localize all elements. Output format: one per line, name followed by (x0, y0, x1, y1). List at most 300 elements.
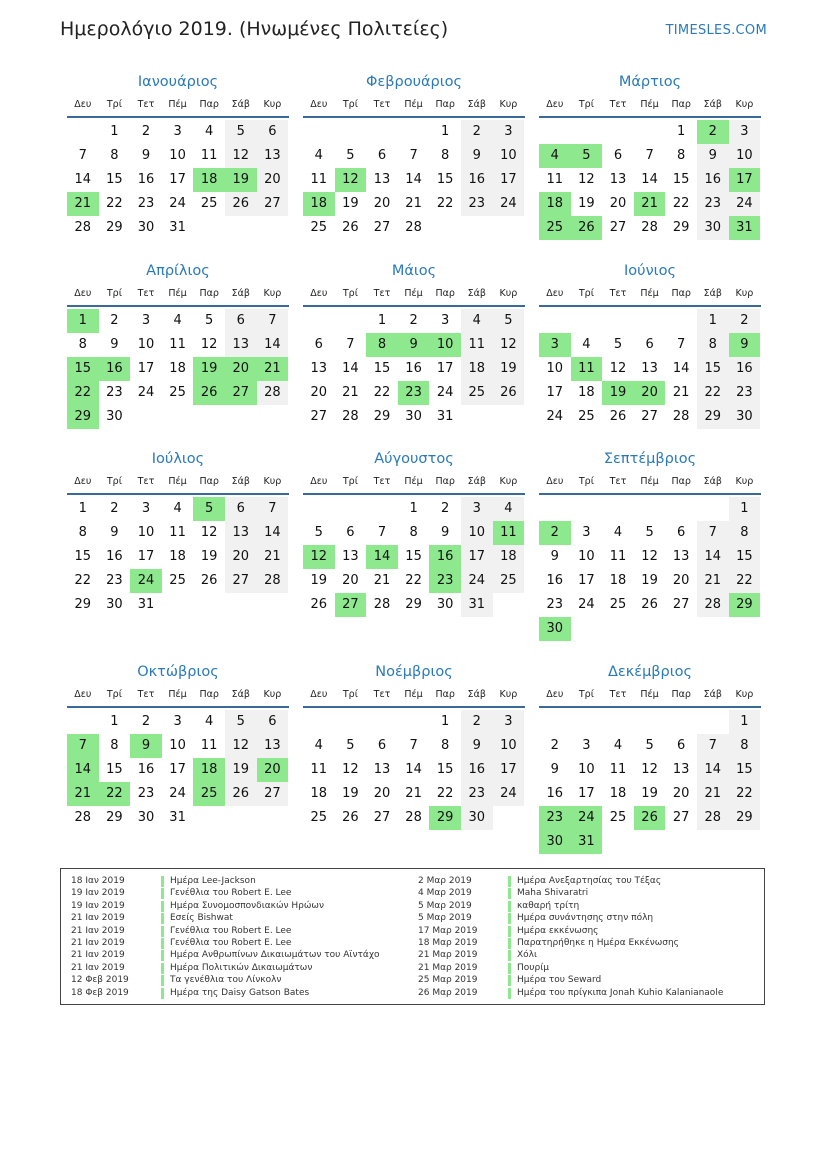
weekday-label: Τρί (342, 288, 358, 299)
day-cell: 12 (335, 168, 367, 192)
day-cell: 10 (578, 549, 595, 564)
month-calendar (539, 261, 761, 429)
weekday-label: Τρί (342, 689, 358, 700)
month-calendar (539, 662, 761, 854)
day-cell: 15 (67, 357, 99, 381)
day-cell: 21 (405, 196, 422, 211)
day-cell: 14 (672, 361, 690, 376)
empty-cell (398, 710, 430, 734)
day-cell: 22 (373, 385, 391, 400)
legend-entry (71, 900, 380, 912)
day-cell: 23 (106, 385, 123, 400)
day-cell: 11 (169, 337, 186, 352)
weekday-header (303, 94, 525, 118)
day-cell: 13 (257, 734, 289, 758)
day-cell: 3 (582, 525, 591, 540)
day-grid (303, 120, 525, 240)
day-cell: 14 (257, 333, 289, 357)
day-cell: 2 (141, 124, 151, 139)
legend-entry (418, 925, 723, 937)
day-cell: 1 (697, 309, 729, 333)
day-cell: 17 (169, 172, 186, 187)
day-cell: 19 (641, 786, 658, 801)
day-cell: 13 (609, 172, 627, 187)
day-cell: 4 (613, 738, 623, 753)
weekday-header (67, 471, 289, 495)
day-cell: 25 (493, 569, 525, 593)
day-cell: 24 (436, 385, 454, 400)
day-cell: 1 (67, 309, 99, 333)
empty-cell (634, 710, 666, 734)
legend-entry (418, 887, 723, 899)
day-cell: 4 (205, 124, 214, 139)
day-cell: 13 (225, 333, 257, 357)
day-cell: 18 (493, 545, 525, 569)
day-grid (67, 120, 289, 240)
day-cell: 22 (405, 573, 422, 588)
weekday-label: Τρί (106, 99, 122, 110)
weekday-label: Δευ (74, 288, 92, 299)
day-cell: 4 (314, 148, 323, 163)
day-cell: 25 (461, 381, 493, 405)
day-cell: 11 (546, 172, 564, 187)
day-cell: 16 (429, 545, 461, 569)
day-cell: 22 (74, 573, 92, 588)
day-cell: 25 (609, 597, 627, 612)
day-cell: 23 (729, 381, 761, 405)
day-cell: 24 (169, 196, 186, 211)
weekday-label: Σάβ (231, 689, 250, 700)
month-calendar (303, 662, 525, 830)
weekday-label: Πέμ (404, 99, 423, 110)
day-cell: 6 (346, 525, 355, 540)
holiday-name: καθαρή τρίτη (517, 900, 580, 911)
day-cell: 5 (346, 148, 355, 163)
day-cell: 5 (645, 738, 654, 753)
day-cell: 10 (546, 361, 564, 376)
weekday-label: Παρ (199, 689, 219, 700)
day-cell: 30 (106, 409, 123, 424)
day-cell: 3 (493, 120, 525, 144)
holiday-date: 19 Ιαν 2019 (71, 888, 125, 899)
weekday-label: Σάβ (231, 288, 250, 299)
day-cell: 20 (225, 357, 257, 381)
day-cell: 16 (546, 786, 564, 801)
day-cell: 3 (493, 710, 525, 734)
day-cell: 7 (697, 734, 729, 758)
day-cell: 3 (173, 124, 182, 139)
day-cell: 17 (169, 762, 186, 777)
holiday-date: 25 Μαρ 2019 (418, 975, 478, 986)
month-calendar (67, 261, 289, 429)
day-cell: 3 (461, 497, 493, 521)
weekday-label: Κυρ (735, 288, 754, 299)
day-cell: 13 (225, 521, 257, 545)
empty-cell (571, 710, 603, 734)
day-cell: 10 (169, 148, 186, 163)
day-cell: 22 (697, 381, 729, 405)
day-cell: 10 (578, 762, 595, 777)
day-cell: 10 (169, 738, 186, 753)
day-cell: 9 (130, 734, 162, 758)
day-cell: 13 (373, 762, 391, 777)
day-cell: 24 (169, 786, 186, 801)
day-grid (67, 309, 289, 429)
day-cell: 28 (641, 220, 658, 235)
holiday-date: 17 Μαρ 2019 (418, 925, 478, 936)
day-cell: 22 (436, 786, 454, 801)
day-cell: 10 (493, 734, 525, 758)
day-grid (539, 710, 761, 854)
weekday-label: Παρ (671, 99, 691, 110)
weekday-label: Σάβ (467, 689, 486, 700)
holiday-marker (161, 876, 164, 887)
day-cell: 20 (373, 786, 391, 801)
day-cell: 31 (729, 216, 761, 240)
legend-entry (71, 987, 380, 999)
day-cell: 12 (641, 549, 658, 564)
holiday-name: Ημέρα του Seward (517, 975, 602, 986)
month-calendar (67, 449, 289, 617)
day-cell: 28 (342, 409, 359, 424)
day-cell: 8 (697, 333, 729, 357)
day-cell: 8 (78, 337, 87, 352)
weekday-label: Πέμ (640, 99, 659, 110)
weekday-label: Κυρ (735, 99, 754, 110)
day-cell: 7 (645, 148, 654, 163)
day-grid (67, 497, 289, 617)
empty-cell (539, 497, 571, 521)
day-cell: 8 (110, 148, 119, 163)
day-cell: 9 (550, 549, 559, 564)
day-cell: 26 (634, 806, 666, 830)
weekday-label: Τρί (106, 288, 122, 299)
day-cell: 27 (225, 569, 257, 593)
day-cell: 8 (441, 148, 450, 163)
day-grid (539, 120, 761, 240)
day-cell: 25 (578, 409, 595, 424)
day-cell: 23 (546, 597, 564, 612)
weekday-label: Τετ (373, 99, 391, 110)
empty-cell (665, 710, 697, 734)
day-cell: 28 (405, 810, 422, 825)
day-cell: 23 (461, 782, 493, 806)
legend-entry (418, 912, 723, 924)
day-cell: 2 (441, 501, 450, 516)
weekday-label: Σάβ (703, 99, 722, 110)
day-cell: 6 (677, 525, 686, 540)
day-cell: 23 (137, 786, 155, 801)
holiday-date: 21 Ιαν 2019 (71, 925, 125, 936)
holiday-date: 12 Φεβ 2019 (71, 975, 129, 986)
day-cell: 9 (141, 148, 151, 163)
day-cell: 27 (257, 782, 289, 806)
legend-entry (71, 912, 380, 924)
day-cell: 23 (429, 569, 461, 593)
holiday-name: Πουρίμ (517, 962, 549, 973)
weekday-label: Τετ (609, 288, 627, 299)
day-cell: 23 (106, 573, 123, 588)
day-cell: 16 (137, 762, 155, 777)
day-cell: 30 (405, 409, 422, 424)
day-cell: 24 (493, 192, 525, 216)
empty-cell (602, 120, 634, 144)
day-cell: 24 (546, 409, 564, 424)
day-cell: 22 (729, 782, 761, 806)
holiday-marker (508, 888, 511, 899)
day-cell: 21 (405, 786, 422, 801)
day-cell: 16 (405, 361, 422, 376)
day-cell: 4 (205, 714, 214, 729)
day-cell: 17 (578, 573, 595, 588)
weekday-label: Πέμ (404, 288, 423, 299)
holiday-name: Χόλι (517, 950, 538, 961)
day-cell: 21 (634, 192, 666, 216)
day-cell: 5 (225, 710, 257, 734)
day-cell: 30 (461, 806, 493, 830)
day-cell: 31 (169, 810, 186, 825)
empty-cell (602, 309, 634, 333)
day-cell: 25 (200, 196, 218, 211)
weekday-label: Τετ (137, 99, 155, 110)
day-cell: 10 (429, 333, 461, 357)
day-cell: 16 (461, 168, 493, 192)
day-cell: 30 (539, 830, 571, 854)
holiday-marker (161, 938, 164, 949)
month-name: Αύγουστος (374, 451, 454, 467)
weekday-label: Κυρ (263, 476, 282, 487)
holiday-legend (60, 868, 765, 1005)
day-cell: 8 (110, 738, 119, 753)
day-cell: 29 (67, 405, 99, 429)
holiday-marker (161, 888, 164, 899)
holiday-name: Maha Shivaratri (517, 888, 589, 899)
holiday-name: Ημέρα Συνομοσπονδιακών Ηρώων (170, 900, 324, 911)
holiday-date: 21 Ιαν 2019 (71, 962, 125, 973)
holiday-date: 5 Μαρ 2019 (418, 900, 472, 911)
day-cell: 10 (137, 337, 155, 352)
holiday-marker (508, 975, 511, 986)
day-cell: 13 (641, 361, 658, 376)
day-cell: 23 (398, 381, 430, 405)
day-cell: 21 (697, 782, 729, 806)
empty-cell (634, 120, 666, 144)
holiday-date: 4 Μαρ 2019 (418, 888, 472, 899)
empty-cell (602, 497, 634, 521)
legend-entry (418, 875, 723, 887)
weekday-label: Παρ (435, 476, 455, 487)
weekday-label: Σάβ (231, 99, 250, 110)
day-cell: 31 (169, 220, 186, 235)
day-cell: 27 (373, 220, 391, 235)
day-cell: 13 (672, 762, 690, 777)
day-cell: 17 (578, 786, 595, 801)
day-cell: 24 (729, 192, 761, 216)
day-cell: 15 (672, 172, 690, 187)
empty-cell (67, 710, 99, 734)
day-cell: 21 (373, 573, 391, 588)
weekday-label: Σάβ (467, 288, 486, 299)
day-cell: 17 (137, 361, 155, 376)
day-cell: 28 (257, 381, 289, 405)
month-name: Απρίλιος (146, 263, 210, 279)
day-cell: 1 (110, 714, 119, 729)
day-cell: 27 (257, 192, 289, 216)
day-cell: 16 (137, 172, 155, 187)
weekday-header (67, 94, 289, 118)
empty-cell (571, 309, 603, 333)
month-name: Μάρτιος (618, 74, 682, 90)
weekday-header (539, 471, 761, 495)
day-cell: 27 (335, 593, 367, 617)
day-cell: 18 (169, 549, 186, 564)
day-cell: 4 (173, 313, 182, 328)
weekday-label: Πέμ (168, 99, 187, 110)
day-cell: 25 (310, 220, 328, 235)
holiday-marker (161, 901, 164, 912)
day-cell: 15 (729, 545, 761, 569)
empty-cell (366, 497, 398, 521)
legend-entry (418, 987, 723, 999)
day-cell: 7 (677, 337, 686, 352)
weekday-label: Παρ (671, 476, 691, 487)
day-cell: 30 (539, 617, 571, 641)
holiday-date: 26 Μαρ 2019 (418, 987, 478, 998)
day-cell: 8 (78, 525, 87, 540)
day-cell: 4 (493, 497, 525, 521)
day-cell: 6 (613, 148, 623, 163)
day-cell: 4 (582, 337, 591, 352)
day-cell: 8 (409, 525, 418, 540)
day-cell: 9 (550, 762, 559, 777)
day-cell: 29 (405, 597, 422, 612)
day-cell: 9 (110, 525, 119, 540)
weekday-label: Τετ (137, 689, 155, 700)
weekday-label: Δευ (546, 476, 564, 487)
day-cell: 28 (697, 806, 729, 830)
day-cell: 6 (314, 337, 323, 352)
day-cell: 29 (672, 220, 690, 235)
holiday-marker (508, 950, 511, 961)
site-link[interactable]: TIMESLES.COM (665, 23, 767, 38)
day-cell: 2 (461, 710, 493, 734)
day-cell: 1 (110, 124, 119, 139)
day-cell: 5 (346, 738, 355, 753)
weekday-label: Τετ (137, 476, 155, 487)
day-cell: 26 (493, 381, 525, 405)
day-cell: 11 (200, 148, 218, 163)
empty-cell (539, 120, 571, 144)
weekday-label: Δευ (74, 99, 92, 110)
day-cell: 19 (193, 357, 225, 381)
day-cell: 16 (99, 357, 131, 381)
day-cell: 23 (539, 806, 571, 830)
day-cell: 28 (697, 593, 729, 617)
weekday-label: Κυρ (499, 476, 518, 487)
day-cell: 2 (141, 714, 151, 729)
day-cell: 19 (200, 549, 218, 564)
day-cell: 29 (697, 405, 729, 429)
weekday-label: Δευ (310, 476, 328, 487)
day-cell: 27 (641, 409, 658, 424)
weekday-label: Πέμ (168, 689, 187, 700)
day-cell: 20 (257, 758, 289, 782)
day-cell: 20 (373, 196, 391, 211)
empty-cell (697, 497, 729, 521)
weekday-header (67, 283, 289, 307)
day-cell: 25 (169, 385, 186, 400)
day-cell: 8 (677, 148, 686, 163)
holiday-name: Εσείς Bishwat (170, 913, 233, 924)
legend-entry (418, 974, 723, 986)
day-cell: 15 (436, 762, 454, 777)
day-cell: 7 (409, 738, 418, 753)
weekday-label: Τρί (106, 689, 122, 700)
day-grid (539, 497, 761, 641)
legend-entry (71, 925, 380, 937)
day-cell: 15 (697, 357, 729, 381)
weekday-label: Πέμ (404, 476, 423, 487)
day-cell: 15 (106, 762, 123, 777)
weekday-label: Παρ (671, 689, 691, 700)
day-cell: 7 (409, 148, 418, 163)
day-cell: 24 (137, 385, 155, 400)
day-cell: 16 (461, 758, 493, 782)
day-cell: 7 (346, 337, 355, 352)
day-cell: 10 (493, 144, 525, 168)
day-cell: 11 (169, 525, 186, 540)
day-cell: 20 (257, 168, 289, 192)
day-cell: 10 (729, 144, 761, 168)
weekday-label: Τρί (342, 476, 358, 487)
day-cell: 21 (342, 385, 359, 400)
day-cell: 5 (225, 120, 257, 144)
day-cell: 7 (257, 497, 289, 521)
day-cell: 17 (461, 545, 493, 569)
day-cell: 18 (303, 192, 335, 216)
day-cell: 21 (672, 385, 690, 400)
day-cell: 24 (578, 597, 595, 612)
day-cell: 23 (137, 196, 155, 211)
day-cell: 1 (677, 124, 686, 139)
day-cell: 25 (169, 573, 186, 588)
day-cell: 31 (137, 597, 155, 612)
weekday-label: Παρ (435, 288, 455, 299)
day-cell: 5 (645, 525, 654, 540)
empty-cell (571, 120, 603, 144)
holiday-name: Γενέθλια του Robert E. Lee (170, 888, 292, 899)
weekday-header (303, 684, 525, 708)
weekday-label: Τετ (373, 288, 391, 299)
day-cell: 26 (310, 597, 328, 612)
month-name: Φεβρουάριος (365, 74, 463, 90)
weekday-label: Σάβ (231, 476, 250, 487)
month-name: Ιούνιος (624, 263, 676, 279)
day-cell: 19 (342, 196, 359, 211)
holiday-date: 5 Μαρ 2019 (418, 913, 472, 924)
day-cell: 8 (729, 734, 761, 758)
day-cell: 30 (137, 810, 155, 825)
day-cell: 4 (173, 501, 182, 516)
day-cell: 12 (303, 545, 335, 569)
day-cell: 24 (461, 569, 493, 593)
day-cell: 11 (200, 738, 218, 753)
weekday-header (67, 684, 289, 708)
legend-column-left (71, 875, 380, 999)
holiday-name: Ημέρα Ανεξαρτησίας του Τέξας (517, 876, 662, 886)
day-cell: 13 (310, 361, 328, 376)
day-grid (539, 309, 761, 429)
